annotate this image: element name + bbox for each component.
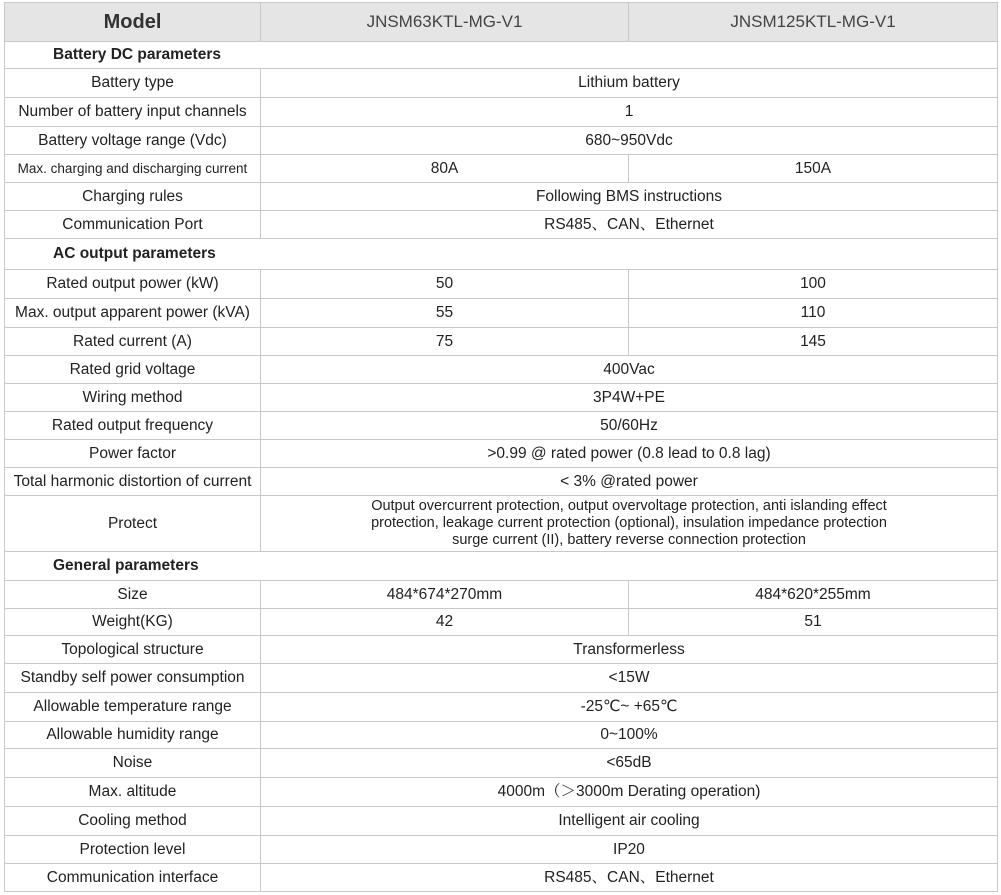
table-row (5, 270, 998, 299)
row-value-b: 110 (629, 299, 998, 328)
row-label: Rated current (A) (5, 328, 261, 356)
row-value: IP20 (261, 836, 998, 864)
row-value: RS485、CAN、Ethernet (261, 211, 998, 239)
row-value: Following BMS instructions (261, 183, 998, 211)
row-label: Communication Port (5, 211, 261, 239)
row-label: Weight(KG) (5, 609, 261, 636)
row-value: RS485、CAN、Ethernet (261, 864, 998, 892)
table-row (5, 864, 998, 892)
row-label: Noise (5, 749, 261, 778)
table-row (5, 384, 998, 412)
row-value-a: 80A (261, 155, 629, 183)
table-row (5, 440, 998, 468)
table-row (5, 581, 998, 609)
section-ac-output (5, 239, 998, 270)
table-row (5, 183, 998, 211)
row-label: Topological structure (5, 636, 261, 664)
row-label: Rated output frequency (5, 412, 261, 440)
table-row (5, 496, 998, 552)
row-value: -25℃~ +65℃ (261, 693, 998, 722)
row-label: Max. charging and discharging current (5, 155, 261, 183)
row-value-b: 51 (629, 609, 998, 636)
table-row (5, 693, 998, 722)
model-b-header-cell: JNSM125KTL-MG-V1 (629, 3, 998, 42)
row-label: Battery voltage range (Vdc) (5, 127, 261, 155)
spec-table (4, 2, 998, 892)
table-row (5, 836, 998, 864)
table-row (5, 155, 998, 183)
model-a-header-cell: JNSM63KTL-MG-V1 (261, 3, 629, 42)
row-value-b: 484*620*255mm (629, 581, 998, 609)
row-label: Power factor (5, 440, 261, 468)
row-value: Lithium battery (261, 69, 998, 98)
table-row (5, 722, 998, 749)
row-label: Protect (5, 496, 261, 552)
row-value: <15W (261, 664, 998, 693)
section-battery-dc (5, 42, 998, 69)
table-row (5, 807, 998, 836)
row-value-a: 484*674*270mm (261, 581, 629, 609)
row-label: Communication interface (5, 864, 261, 892)
row-value: Output overcurrent protection, output overvoltage protection, anti islanding effect protection, leakage current protection (optional), insulation impedance protection surge current (II), battery reverse connection protection (261, 496, 998, 552)
table-row (5, 778, 998, 807)
row-label: Rated output power (kW) (5, 270, 261, 299)
table-row (5, 299, 998, 328)
table-row (5, 328, 998, 356)
row-value: 3P4W+PE (261, 384, 998, 412)
section-title: General parameters (5, 552, 998, 581)
table-row (5, 636, 998, 664)
row-label: Rated grid voltage (5, 356, 261, 384)
row-label: Allowable humidity range (5, 722, 261, 749)
section-general (5, 552, 998, 581)
row-value: >0.99 @ rated power (0.8 lead to 0.8 lag) (261, 440, 998, 468)
row-label: Allowable temperature range (5, 693, 261, 722)
table-row (5, 356, 998, 384)
row-value-b: 100 (629, 270, 998, 299)
model-header-cell: Model (5, 3, 261, 42)
row-value: 680~950Vdc (261, 127, 998, 155)
row-label: Wiring method (5, 384, 261, 412)
table-row (5, 98, 998, 127)
row-value-b: 145 (629, 328, 998, 356)
row-value-b: 150A (629, 155, 998, 183)
row-value: 400Vac (261, 356, 998, 384)
row-value-a: 50 (261, 270, 629, 299)
row-label: Size (5, 581, 261, 609)
section-title: AC output parameters (5, 239, 998, 270)
table-row (5, 468, 998, 496)
row-label: Battery type (5, 69, 261, 98)
row-value: 4000m（＞3000m Derating operation) (261, 778, 998, 807)
row-value: < 3% @rated power (261, 468, 998, 496)
row-label: Max. altitude (5, 778, 261, 807)
table-row (5, 211, 998, 239)
table-row (5, 609, 998, 636)
table-row (5, 749, 998, 778)
row-label: Total harmonic distortion of current (5, 468, 261, 496)
row-value: 1 (261, 98, 998, 127)
row-label: Charging rules (5, 183, 261, 211)
row-value: Intelligent air cooling (261, 807, 998, 836)
row-label: Standby self power consumption (5, 664, 261, 693)
row-value-a: 55 (261, 299, 629, 328)
header-row (5, 3, 998, 42)
row-value: Transformerless (261, 636, 998, 664)
row-value-a: 42 (261, 609, 629, 636)
table-row (5, 412, 998, 440)
row-value: <65dB (261, 749, 998, 778)
row-label: Cooling method (5, 807, 261, 836)
row-value-a: 75 (261, 328, 629, 356)
row-label: Max. output apparent power (kVA) (5, 299, 261, 328)
row-value: 0~100% (261, 722, 998, 749)
row-value: 50/60Hz (261, 412, 998, 440)
table-row (5, 127, 998, 155)
row-label: Protection level (5, 836, 261, 864)
section-title: Battery DC parameters (5, 42, 998, 69)
table-row (5, 69, 998, 98)
row-label: Number of battery input channels (5, 98, 261, 127)
table-row (5, 664, 998, 693)
